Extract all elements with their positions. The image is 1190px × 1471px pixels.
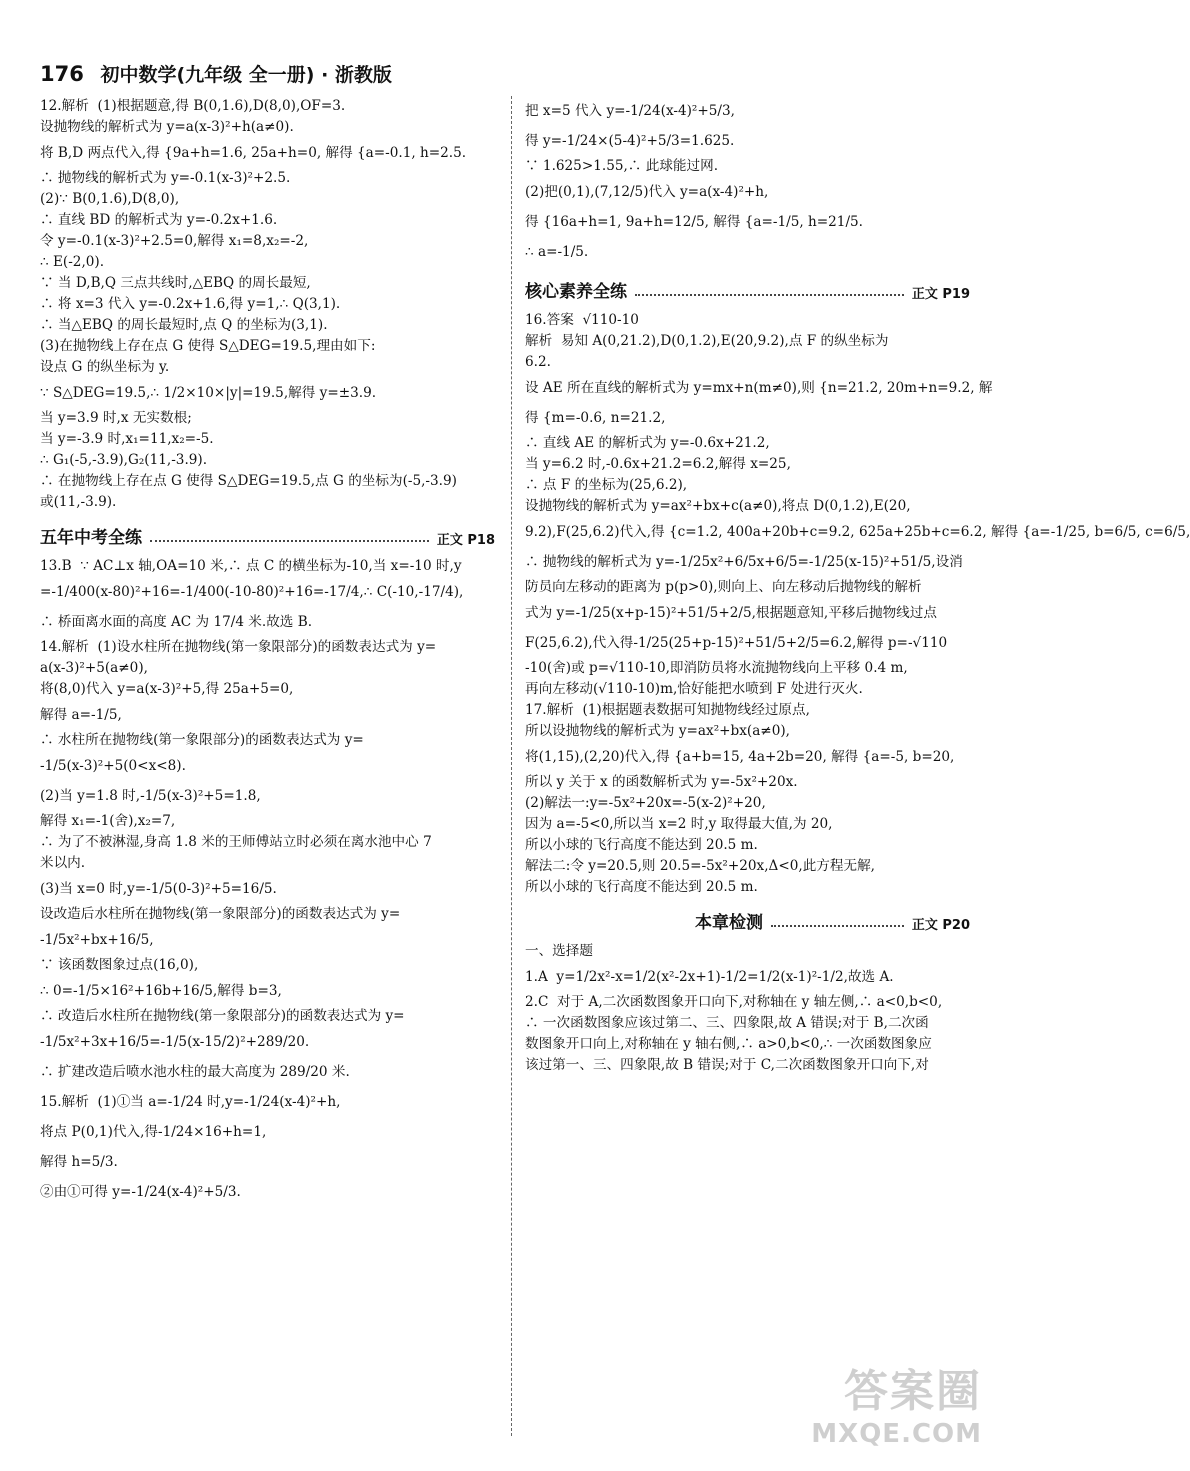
text-line: ∵ S△DEG=19.5,∴ 1/2×10×|y|=19.5,解得 y=±3.9. [40, 385, 377, 401]
text-line: 9.2),F(25,6.2)代入,得 {c=1.2, 400a+20b+c=9.2, 625a+25b+c=6.2, 解得 {a=-1/25, b=6/5, c=6/5, [525, 524, 1190, 540]
text-line: ∴ 抛物线的解析式为 y=-0.1(x-3)²+2.5. [40, 170, 291, 186]
text-line: 所以 y 关于 x 的函数解析式为 y=-5x²+20x. [525, 774, 798, 790]
text-line: ∴ 直线 AE 的解析式为 y=-0.6x+21.2, [525, 435, 770, 451]
text-line: ∴ 当△EBQ 的周长最短时,点 Q 的坐标为(3,1). [40, 317, 328, 333]
text-line: 将(1,15),(2,20)代入,得 {a+b=15, 4a+2b=20, 解得 {a=-5, b=20, [525, 749, 955, 765]
text-line: 14.解析 (1)设水柱所在抛物线(第一象限部分)的函数表达式为 y= [40, 639, 437, 655]
text-line: 解得 x₁=-1(舍),x₂=7, [40, 813, 176, 829]
section-title: 核心素养全练 [525, 282, 627, 302]
text-line: -1/5x²+bx+16/5, [40, 932, 154, 948]
section-page-ref: 正文 P20 [911, 918, 970, 933]
text-line: 设 AE 所在直线的解析式为 y=mx+n(m≠0),则 {n=21.2, 20m+n=9.2, 解 [525, 380, 993, 396]
text-line: 6.2. [525, 354, 551, 370]
text-line: a(x-3)²+5(a≠0), [40, 660, 148, 676]
text-line: ∴ a=-1/5. [525, 244, 589, 260]
section-heading [40, 523, 495, 548]
text-line: 15.解析 (1)①当 a=-1/24 时,y=-1/24(x-4)²+h, [40, 1094, 341, 1110]
text-line: 把 x=5 代入 y=-1/24(x-4)²+5/3, [525, 103, 735, 119]
text-line: (2)∵ B(0,1.6),D(8,0), [40, 191, 180, 207]
text-line: 或(11,-3.9). [40, 494, 117, 510]
dotted-leader [635, 294, 904, 296]
text-line: 将点 P(0,1)代入,得-1/24×16+h=1, [40, 1124, 267, 1140]
dotted-leader [150, 540, 429, 542]
text-line: 当 y=-3.9 时,x₁=11,x₂=-5. [40, 431, 214, 447]
column-divider [511, 96, 512, 1436]
text-line: ∴ 在抛物线上存在点 G 使得 S△DEG=19.5,点 G 的坐标为(-5,-3.9) [40, 473, 457, 489]
text-line: ∴ 为了不被淋湿,身高 1.8 米的王师傅站立时必须在离水池中心 7 [40, 834, 432, 850]
text-line: 设抛物线的解析式为 y=a(x-3)²+h(a≠0). [40, 119, 294, 135]
text-line: (2)解法一:y=-5x²+20x=-5(x-2)²+20, [525, 795, 766, 811]
section-heading [525, 277, 970, 302]
text-line: 得 y=-1/24×(5-4)²+5/3=1.625. [525, 133, 735, 149]
text-line: -1/5(x-3)²+5(0<x<8). [40, 758, 186, 774]
text-line: ∴ 一次函数图象应该过第二、三、四象限,故 A 错误;对于 B,二次函 [525, 1015, 929, 1031]
text-line: 设点 G 的纵坐标为 y. [40, 359, 170, 375]
text-line: 设抛物线的解析式为 y=ax²+bx+c(a≠0),将点 D(0,1.2),E(20, [525, 498, 911, 514]
text-line: F(25,6.2),代入得-1/25(25+p-15)²+51/5+2/5=6.2,解得 p=-√110 [525, 635, 948, 651]
page-number: 176 [40, 62, 84, 86]
text-line: 2.C 对于 A,二次函数图象开口向下,对称轴在 y 轴左侧,∴ a<0,b<0, [525, 994, 943, 1010]
text-line: =-1/400(x-80)²+16=-1/400(-10-80)²+16=-17/4,∴ C(-10,-17/4), [40, 584, 464, 600]
text-line: 再向左移动(√110-10)m,恰好能把水喷到 F 处进行灭火. [525, 681, 863, 697]
text-line: ∴ 将 x=3 代入 y=-0.2x+1.6,得 y=1,∴ Q(3,1). [40, 296, 341, 312]
text-line: 得 {16a+h=1, 9a+h=12/5, 解得 {a=-1/5, h=21/5. [525, 214, 864, 230]
page-header [40, 60, 392, 87]
text-line: -1/5x²+3x+16/5=-1/5(x-15/2)²+289/20. [40, 1034, 310, 1050]
text-line: -10(舍)或 p=√110-10,即消防员将水流抛物线向上平移 0.4 m, [525, 660, 908, 676]
text-line: 因为 a=-5<0,所以当 x=2 时,y 取得最大值,为 20, [525, 816, 833, 832]
text-line: 当 y=6.2 时,-0.6x+21.2=6.2,解得 x=25, [525, 456, 791, 472]
left-column [40, 96, 495, 1207]
section-title: 本章检测 [695, 913, 763, 933]
text-line: ∴ 点 F 的坐标为(25,6.2), [525, 477, 688, 493]
watermark-text: 答案圈 [844, 1366, 982, 1417]
text-line: 解析 易知 A(0,21.2),D(0,1.2),E(20,9.2),点 F 的纵坐标为 [525, 333, 889, 349]
text-line: 17.解析 (1)根据题表数据可知抛物线经过原点, [525, 702, 810, 718]
watermark [811, 1355, 982, 1449]
text-line: 解得 h=5/3. [40, 1154, 118, 1170]
section-page-ref: 正文 P18 [436, 533, 495, 548]
text-line: 一、选择题 [525, 943, 593, 959]
text-line: ∴ 0=-1/5×16²+16b+16/5,解得 b=3, [40, 983, 282, 999]
text-line: (2)把(0,1),(7,12/5)代入 y=a(x-4)²+h, [525, 184, 769, 200]
text-line: 1.A y=1/2x²-x=1/2(x²-2x+1)-1/2=1/2(x-1)²-1/2,故选 A. [525, 969, 894, 985]
text-line: ∵ 当 D,B,Q 三点共线时,△EBQ 的周长最短, [40, 275, 311, 291]
text-line: 所以设抛物线的解析式为 y=ax²+bx(a≠0), [525, 723, 790, 739]
text-line: ∵ 1.625>1.55,∴ 此球能过网. [525, 158, 719, 174]
text-line: ∴ 直线 BD 的解析式为 y=-0.2x+1.6. [40, 212, 278, 228]
text-line: 将(8,0)代入 y=a(x-3)²+5,得 25a+5=0, [40, 681, 294, 697]
section-page-ref: 正文 P19 [911, 287, 970, 302]
text-line: 该过第一、三、四象限,故 B 错误;对于 C,二次函数图象开口向下,对 [525, 1057, 929, 1073]
text-line: 解法二:令 y=20.5,则 20.5=-5x²+20x,Δ<0,此方程无解, [525, 858, 876, 874]
text-line: (2)当 y=1.8 时,-1/5(x-3)²+5=1.8, [40, 788, 261, 804]
book-title: 初中数学(九年级 全一册) · 浙教版 [100, 64, 392, 86]
text-line: ∴ 改造后水柱所在抛物线(第一象限部分)的函数表达式为 y= [40, 1008, 405, 1024]
right-column [525, 96, 1190, 1076]
text-line: 当 y=3.9 时,x 无实数根; [40, 410, 192, 426]
text-line: ∴ 桥面离水面的高度 AC 为 17/4 米.故选 B. [40, 614, 313, 630]
text-line: 得 {m=-0.6, n=21.2, [525, 410, 666, 426]
text-line: ∵ 该函数图象过点(16,0), [40, 957, 199, 973]
text-line: 数图象开口向上,对称轴在 y 轴右侧,∴ a>0,b<0,∴ 一次函数图象应 [525, 1036, 932, 1052]
text-line: 13.B ∵ AC⊥x 轴,OA=10 米,∴ 点 C 的横坐标为-10,当 x=-10 时,y [40, 558, 462, 574]
text-line: ∴ G₁(-5,-3.9),G₂(11,-3.9). [40, 452, 208, 468]
text-line: 防员向左移动的距离为 p(p>0),则向上、向左移动后抛物线的解析 [525, 579, 922, 595]
watermark-url: MXQE.COM [811, 1419, 982, 1449]
text-line: ∴ E(-2,0). [40, 254, 105, 270]
text-line: (3)在抛物线上存在点 G 使得 S△DEG=19.5,理由如下: [40, 338, 376, 354]
text-line: 16.答案 √110-10 [525, 312, 639, 328]
text-line: ②由①可得 y=-1/24(x-4)²+5/3. [40, 1184, 241, 1200]
text-line: ∴ 扩建改造后喷水池水柱的最大高度为 289/20 米. [40, 1064, 350, 1080]
section-title: 五年中考全练 [40, 528, 142, 548]
text-line: 解得 a=-1/5, [40, 707, 122, 723]
dotted-leader [771, 925, 904, 927]
text-line: 米以内. [40, 855, 86, 871]
text-line: 将 B,D 两点代入,得 {9a+h=1.6, 25a+h=0, 解得 {a=-0.1, h=2.5. [40, 145, 467, 161]
text-line: 所以小球的飞行高度不能达到 20.5 m. [525, 879, 758, 895]
text-line: 令 y=-0.1(x-3)²+2.5=0,解得 x₁=8,x₂=-2, [40, 233, 309, 249]
text-line: 所以小球的飞行高度不能达到 20.5 m. [525, 837, 758, 853]
text-line: ∴ 抛物线的解析式为 y=-1/25x²+6/5x+6/5=-1/25(x-15)²+51/5,设消 [525, 554, 963, 570]
section-heading [525, 908, 970, 933]
text-line: 设改造后水柱所在抛物线(第一象限部分)的函数表达式为 y= [40, 906, 401, 922]
text-line: ∴ 水柱所在抛物线(第一象限部分)的函数表达式为 y= [40, 732, 364, 748]
text-line: 12.解析 (1)根据题意,得 B(0,1.6),D(8,0),OF=3. [40, 98, 346, 114]
text-line: (3)当 x=0 时,y=-1/5(0-3)²+5=16/5. [40, 881, 277, 897]
text-line: 式为 y=-1/25(x+p-15)²+51/5+2/5,根据题意知,平移后抛物线过点 [525, 605, 937, 621]
